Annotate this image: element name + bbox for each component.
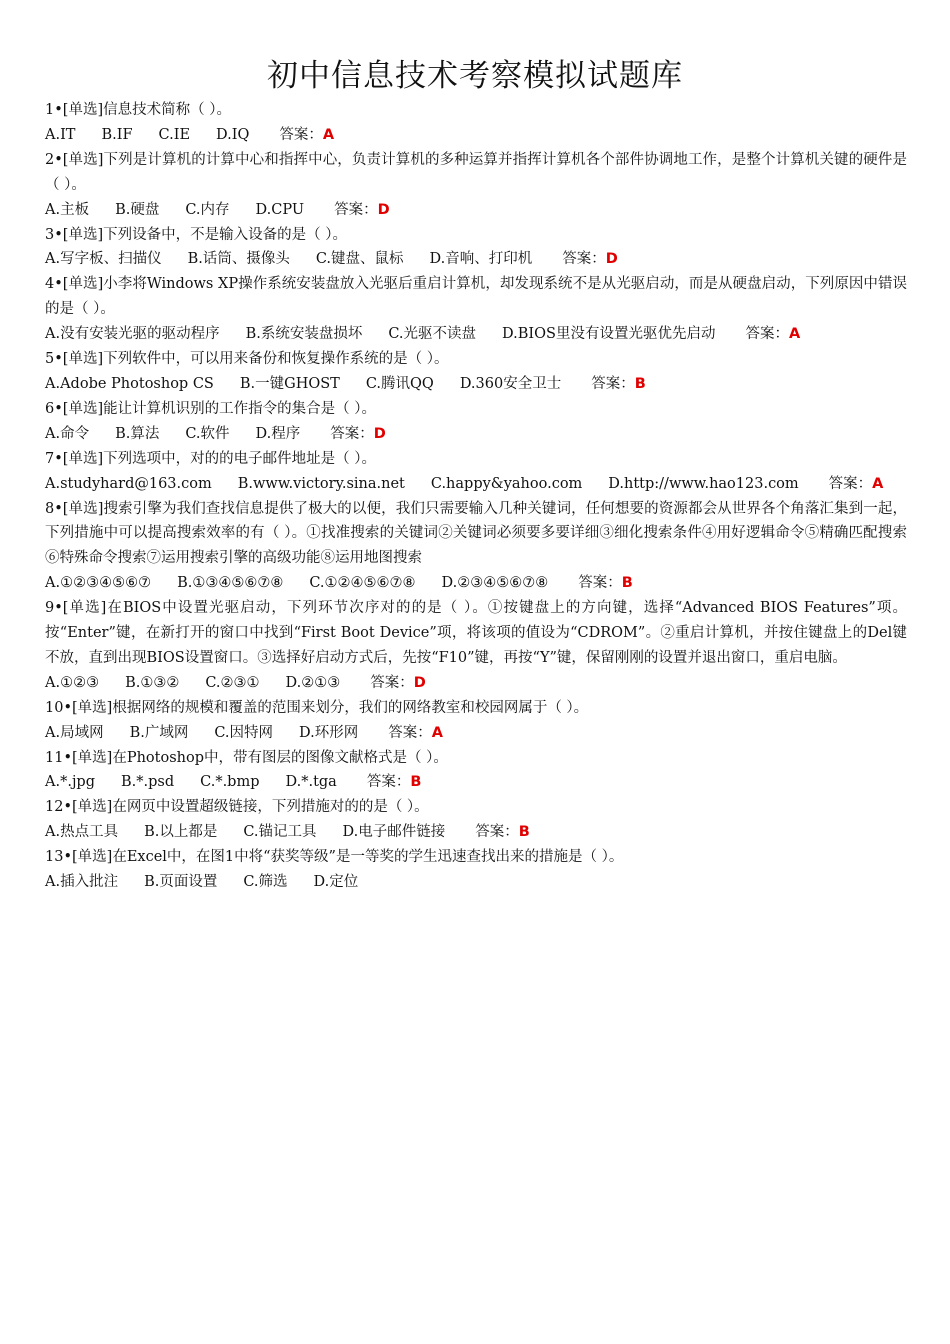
- question-text: •[单选]下列设备中，不是输入设备的是（ ）。: [54, 226, 347, 243]
- option-c: C.*.bmp: [200, 774, 260, 791]
- question-stem: [45, 596, 907, 671]
- question-stem: [45, 397, 907, 422]
- answer-label: 答案：: [330, 425, 374, 442]
- answer-value: B: [410, 774, 422, 791]
- question-item: [45, 98, 907, 148]
- answer-label: 答案：: [388, 724, 432, 741]
- option-d: D.定位: [313, 874, 359, 891]
- option-a: A.主板: [45, 201, 90, 218]
- answer-value: A: [872, 475, 884, 492]
- option-a: A.①②③④⑤⑥⑦: [45, 575, 152, 592]
- answer-label: 答案：: [745, 326, 789, 343]
- question-item: [45, 696, 907, 746]
- question-text: •[单选]根据网络的规模和覆盖的范围来划分，我们的网络教室和校园网属于（ ）。: [63, 699, 589, 716]
- option-c: C.因特网: [214, 724, 274, 741]
- question-item: [45, 447, 907, 497]
- question-item: [45, 795, 907, 845]
- question-text: •[单选]能让计算机识别的工作指令的集合是（ ）。: [54, 400, 376, 417]
- question-item: [45, 746, 907, 796]
- question-text: •[单选]下列选项中，对的的电子邮件地址是（ ）。: [54, 450, 376, 467]
- question-item: [45, 596, 907, 696]
- option-c: C.内存: [185, 201, 230, 218]
- option-b: B.一键GHOST: [239, 375, 340, 392]
- option-b: B.话筒、摄像头: [187, 251, 290, 268]
- question-number: 5: [45, 351, 55, 368]
- option-b: B.广域网: [129, 724, 189, 741]
- option-d: D.环形网: [299, 724, 359, 741]
- question-text: •[单选]在BIOS中设置光驱启动，下列环节次序对的的是（ ）。①按键盘上的方向键，选择“Advanced BIOS Features”项。按“Enter”键，在新打开的窗口中找到“First Boot Device”项，将该项的值设为“CDROM”。②重启计算机，并按住键盘上的Del键不放，直到出现BIOS设置窗口。③选择好启动方式后，先按“F10”键，再按“Y”键，保留刚刚的设置并退出窗口，重启电脑。: [45, 600, 907, 666]
- answer-label: 答案：: [578, 575, 622, 592]
- option-d: D.http://www.hao123.com: [608, 475, 799, 492]
- option-b: B.①③④⑤⑥⑦⑧: [177, 575, 284, 592]
- option-a: A.studyhard@163.com: [45, 475, 212, 492]
- option-d: D.音响、打印机: [429, 251, 533, 268]
- question-stem: [45, 746, 907, 771]
- answer-label: 答案：: [279, 126, 323, 143]
- option-a: A.热点工具: [45, 824, 119, 841]
- question-number: 1: [45, 102, 55, 118]
- answer-value: B: [518, 824, 530, 841]
- option-a: A.①②③: [45, 674, 100, 691]
- page-title: 初中信息技术考察模拟试题库: [267, 58, 683, 94]
- answer-value: D: [377, 201, 390, 218]
- answer-value: B: [634, 375, 646, 392]
- option-a: A.插入批注: [45, 874, 119, 891]
- question-number: 10: [45, 699, 64, 716]
- option-a: A.IT: [45, 126, 76, 143]
- option-c: C.①②④⑤⑥⑦⑧: [309, 575, 416, 592]
- question-stem: [45, 148, 907, 198]
- option-c: C.光驱不读盘: [388, 326, 477, 343]
- option-d: D.②①③: [285, 674, 341, 691]
- question-number: 3: [45, 226, 55, 243]
- option-d: D.电子邮件链接: [342, 824, 446, 841]
- option-b: B.www.victory.sina.net: [237, 475, 405, 492]
- question-text: •[单选]下列软件中，可以用来备份和恢复操作系统的是（ ）。: [54, 351, 449, 368]
- answer-label: 答案：: [591, 375, 635, 392]
- question-number: 11: [45, 749, 64, 766]
- question-text: •[单选]在网页中设置超级链接，下列措施对的的是（ ）。: [63, 799, 429, 816]
- question-number: 8: [45, 500, 55, 517]
- options-row: [45, 472, 907, 497]
- option-c: C.键盘、鼠标: [315, 251, 404, 268]
- answer-label: 答案：: [562, 251, 606, 268]
- question-list: [45, 98, 907, 895]
- question-stem: [45, 845, 907, 870]
- question-text: •[单选]搜索引擎为我们查找信息提供了极大的以便，我们只需要输入几种关键词，任何想要的资源都会从世界各个角落汇集到一起，下列措施中可以提高搜索效率的有（ ）。①找准搜索的关键词②关键词必须要多要详细③细化搜索条件④用好逻辑命令⑤精确匹配搜索⑥特殊命令搜索⑦运用搜索引擎的高级功能⑧运用地图搜索: [45, 500, 907, 567]
- question-stem: [45, 497, 907, 572]
- answer-value: B: [621, 575, 633, 592]
- question-item: [45, 347, 907, 397]
- question-stem: [45, 347, 907, 372]
- question-stem: [45, 223, 907, 248]
- options-row: [45, 372, 907, 397]
- option-a: A.写字板、扫描仪: [45, 251, 162, 268]
- option-b: B.系统安装盘损坏: [245, 326, 363, 343]
- option-a: A.Adobe Photoshop CS: [45, 375, 214, 392]
- question-item: [45, 272, 907, 347]
- question-item: [45, 845, 907, 895]
- option-a: A.*.jpg: [45, 774, 95, 791]
- question-item: [45, 397, 907, 447]
- answer-label: 答案：: [828, 475, 873, 492]
- option-a: A.命令: [45, 425, 90, 442]
- question-text: •[单选]小李将Windows XP操作系统安装盘放入光驱后重启计算机，却发现系统不是从光驱启动，而是从硬盘启动，下列原因中错误的是（ ）。: [45, 276, 907, 318]
- question-stem: [45, 272, 907, 322]
- option-d: D.*.tga: [285, 774, 337, 791]
- option-b: B.①③②: [125, 674, 180, 691]
- question-number: 12: [45, 799, 64, 816]
- question-stem: [45, 98, 907, 123]
- question-stem: [45, 696, 907, 721]
- answer-label: 答案：: [475, 824, 519, 841]
- question-stem: [45, 795, 907, 820]
- option-a: A.局域网: [45, 724, 104, 741]
- option-d: D.CPU: [255, 201, 305, 218]
- option-c: C.软件: [185, 425, 230, 442]
- question-number: 2: [45, 151, 55, 168]
- option-c: C.②③①: [205, 674, 260, 691]
- answer-value: D: [373, 425, 386, 442]
- answer-value: D: [605, 251, 618, 268]
- option-c: C.腾讯QQ: [365, 375, 434, 392]
- option-d: D.IQ: [216, 126, 250, 143]
- option-c: C.happy&yahoo.com: [430, 475, 583, 492]
- options-row: [45, 322, 907, 347]
- question-item: [45, 223, 907, 273]
- answer-value: A: [322, 126, 335, 143]
- option-c: C.筛选: [243, 874, 288, 891]
- option-d: D.360安全卫士: [459, 375, 562, 392]
- option-b: B.页面设置: [144, 874, 218, 891]
- options-row: [45, 247, 907, 272]
- answer-value: A: [788, 326, 801, 343]
- option-d: D.BIOS里没有设置光驱优先启动: [502, 326, 716, 343]
- answer-value: D: [413, 674, 426, 691]
- question-text: •[单选]在Excel中，在图1中将“获奖等级”是一等奖的学生迅速查找出来的措施是（ ）。: [63, 849, 624, 866]
- question-number: 13: [45, 849, 64, 866]
- options-row: [45, 123, 907, 148]
- option-d: D.程序: [255, 425, 301, 442]
- question-number: 7: [45, 450, 55, 467]
- question-text: •[单选]下列是计算机的计算中心和指挥中心，负责计算机的多种运算并指挥计算机各个部件协调地工作，是整个计算机关键的硬件是（ ）。: [45, 151, 907, 193]
- options-row: [45, 671, 907, 696]
- option-c: C.IE: [158, 126, 191, 143]
- option-c: C.锚记工具: [243, 824, 317, 841]
- option-b: B.IF: [101, 126, 133, 143]
- answer-label: 答案：: [334, 201, 378, 218]
- option-b: B.以上都是: [144, 824, 218, 841]
- question-text: •[单选]在Photoshop中，带有图层的图像文献格式是（ ）。: [63, 749, 448, 766]
- question-text: •[单选]信息技术简称（ ）。: [54, 102, 231, 118]
- options-row: [45, 770, 907, 795]
- question-item: [45, 497, 907, 597]
- options-row: [45, 820, 907, 845]
- options-row: [45, 870, 907, 895]
- answer-label: 答案：: [366, 774, 411, 791]
- question-item: [45, 148, 907, 223]
- option-b: B.硬盘: [115, 201, 160, 218]
- option-d: D.②③④⑤⑥⑦⑧: [441, 575, 549, 592]
- question-stem: [45, 447, 907, 472]
- option-b: B.算法: [115, 425, 160, 442]
- options-row: [45, 721, 907, 746]
- answer-value: A: [431, 724, 443, 741]
- question-number: 4: [45, 276, 55, 293]
- question-number: 6: [45, 400, 55, 417]
- options-row: [45, 422, 907, 447]
- options-row: [45, 198, 907, 223]
- question-number: 9: [45, 600, 55, 617]
- options-row: [45, 571, 907, 596]
- option-b: B.*.psd: [121, 774, 175, 791]
- answer-label: 答案：: [370, 674, 414, 691]
- option-a: A.没有安装光驱的驱动程序: [45, 326, 220, 343]
